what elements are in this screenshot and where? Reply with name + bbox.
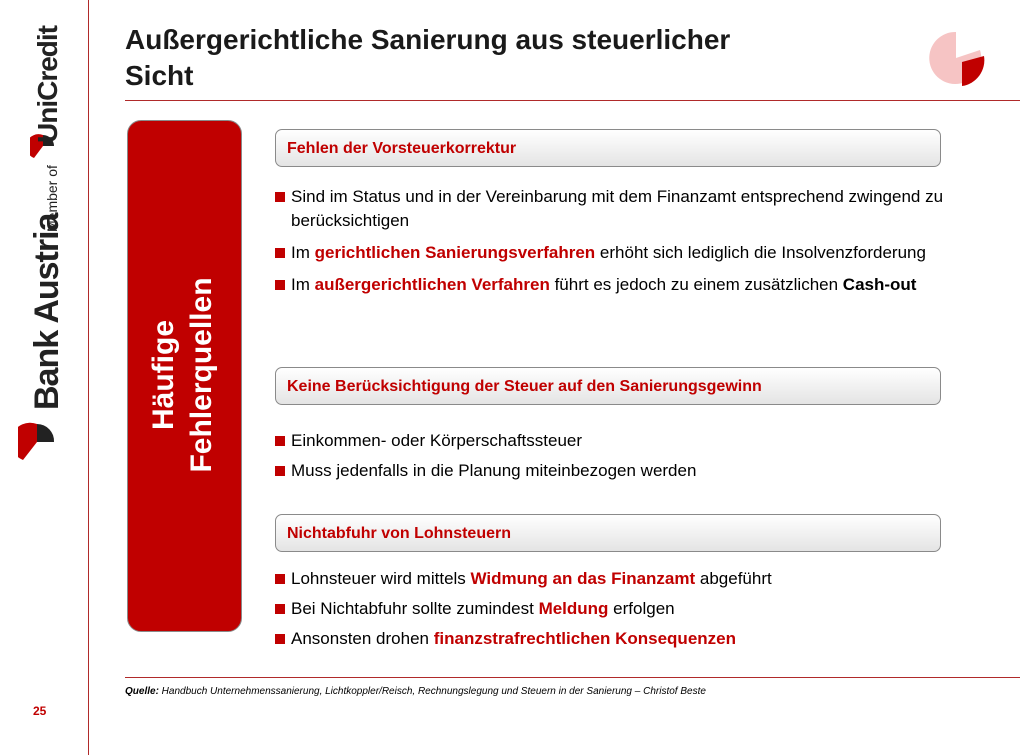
bullet-square-icon	[275, 574, 285, 584]
bullet-square-icon	[275, 634, 285, 644]
page-title: Außergerichtliche Sanierung aus steuerlicher Sicht	[125, 24, 731, 91]
bullet-square-icon	[275, 436, 285, 446]
list-item: Lohnsteuer wird mittels Widmung an das Finanzamt abgeführt	[275, 567, 955, 591]
list-item: Einkommen- oder Körperschaftssteuer	[275, 429, 955, 453]
bullet-square-icon	[275, 192, 285, 202]
list-item: Sind im Status und in der Vereinbarung mit dem Finanzamt entsprechend zwingend zu berücksichtigen	[275, 185, 955, 233]
side-label-line-1: Häufige	[147, 319, 180, 431]
section-1-bullet-list	[275, 185, 955, 297]
list-item: Bei Nichtabfuhr sollte zumindest Meldung erfolgen	[275, 597, 955, 621]
unicredit-wordmark: UniCredit	[32, 26, 63, 143]
section-3-bullet-list	[275, 567, 955, 651]
source-label: Quelle:	[125, 686, 159, 697]
bank-austria-wordmark: Bank Austria	[28, 213, 66, 410]
brand-logos	[0, 0, 88, 500]
page-number: 25	[33, 704, 47, 718]
list-item: Muss jedenfalls in die Planung miteinbezogen werden	[275, 459, 955, 483]
section-heading-sanierungsgewinn: Keine Berücksichtigung der Steuer auf den Sanierungsgewinn	[275, 367, 941, 405]
source-text: Handbuch Unternehmenssanierung, Lichtkoppler/Reisch, Rechnungslegung und Steuern in der Sanierung – Christof Beste	[158, 686, 706, 697]
source-citation	[125, 686, 706, 697]
bullet-square-icon	[275, 466, 285, 476]
bullet-square-icon	[275, 280, 285, 290]
bank-austria-logo-mark-icon	[18, 420, 56, 464]
side-label-line-2: Fehlerquellen	[185, 277, 218, 473]
section-2-bullet-list	[275, 429, 955, 483]
member-of-text: Member of	[44, 165, 60, 232]
bullet-square-icon	[275, 604, 285, 614]
list-item: Im gerichtlichen Sanierungsverfahren erhöht sich lediglich die Insolvenzforderung	[275, 241, 955, 265]
bullet-square-icon	[275, 248, 285, 258]
list-item: Im außergerichtlichen Verfahren führt es jedoch zu einem zusätzlichen Cash-out	[275, 273, 955, 297]
list-item: Ansonsten drohen finanzstrafrechtlichen Konsequenzen	[275, 627, 955, 651]
section-heading-lohnsteuer: Nichtabfuhr von Lohnsteuern	[275, 514, 941, 552]
left-divider	[88, 0, 89, 755]
section-heading-vorsteuer: Fehlen der Vorsteuerkorrektur	[275, 129, 941, 167]
footer-divider	[125, 677, 1020, 678]
pie-chart-icon	[926, 28, 986, 88]
title-divider	[125, 100, 1020, 101]
